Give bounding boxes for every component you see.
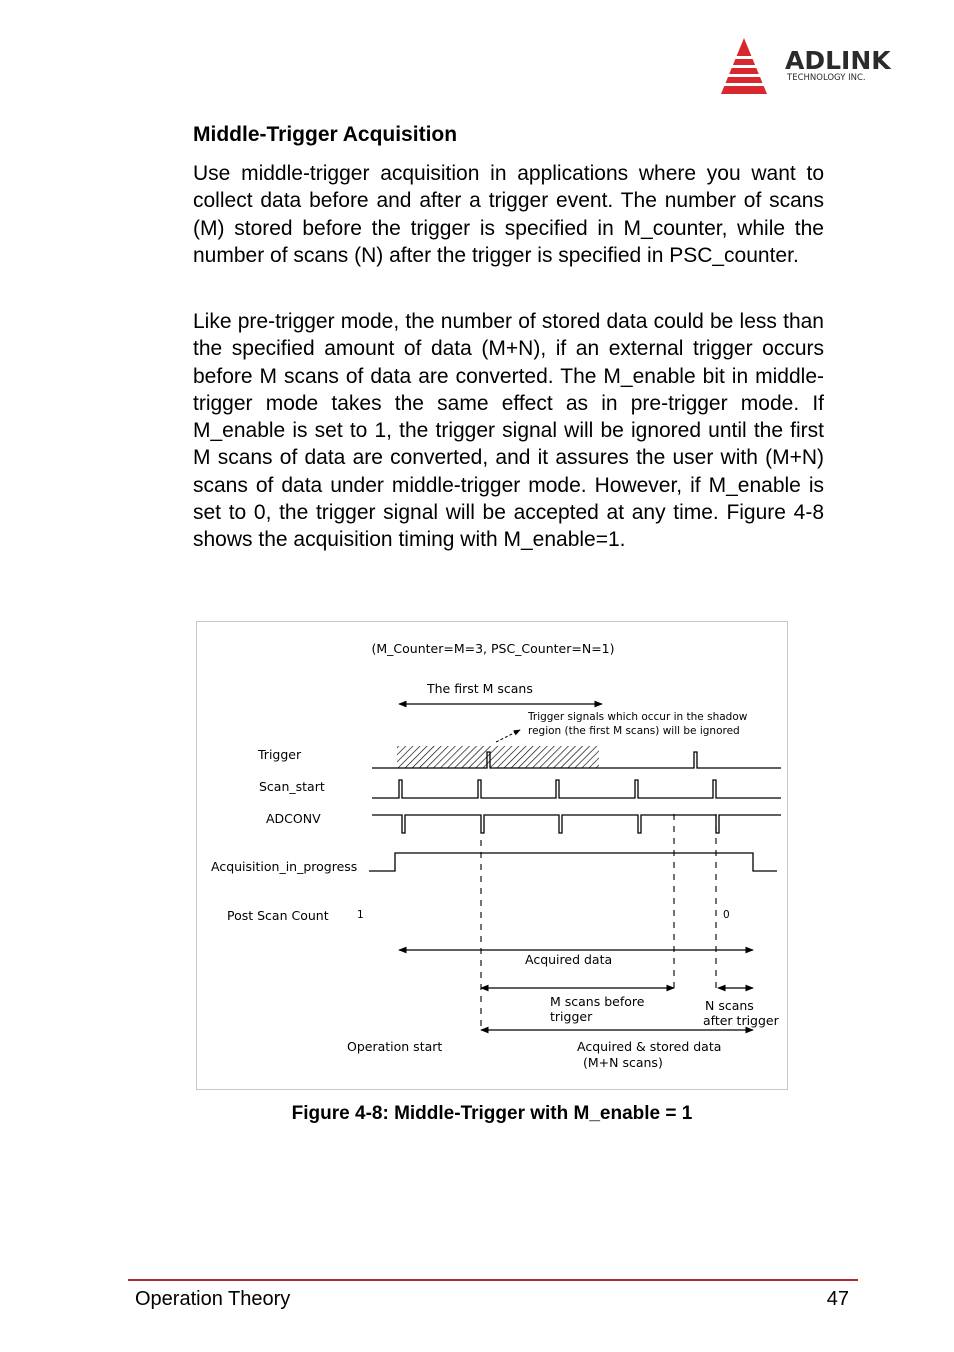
operation-start-label: Operation start bbox=[347, 1039, 443, 1054]
adlink-logo bbox=[718, 36, 914, 98]
logo-pyramid-icon bbox=[721, 38, 769, 94]
acquired-data-label: Acquired data bbox=[525, 952, 613, 967]
post-scan-count-label: Post Scan Count bbox=[227, 908, 329, 923]
page-number: 47 bbox=[826, 1288, 849, 1310]
m-scans-label-line2: trigger bbox=[550, 1009, 593, 1024]
scan-start-waveform bbox=[372, 780, 781, 798]
psc-end-value: 0 bbox=[723, 909, 730, 921]
section-heading: Middle-Trigger Acquisition bbox=[193, 123, 458, 146]
shadow-note-line2: region (the first M scans) will be ignored bbox=[528, 725, 740, 737]
m-scans-label-line1: M scans before bbox=[550, 994, 645, 1009]
logo-subtitle: TECHNOLOGY INC. bbox=[787, 73, 866, 83]
psc-start-value: 1 bbox=[357, 909, 364, 921]
n-scans-label-line1: N scans bbox=[705, 998, 754, 1013]
acquired-stored-label-line1: Acquired & stored data bbox=[577, 1039, 722, 1054]
paragraph: Like pre-trigger mode, the number of stored data could be less than the specified amount of data (M+N), if an external trigger occurs before M scans of data are converted. The M_enable bit in middle-trigger mode takes the same effect as in pre-trigger mode. If M_enable is set to 1, the trigger signal will be ignored until the first M scans of data are converted, and it assures the user with (M+N) scans of data under middle-trigger mode. However, if M_enable is set to 0, the trigger signal will be accepted at any time. Figure 4-8 shows the acquisition timing with M_enable=1. bbox=[193, 310, 824, 552]
footer-chapter: Operation Theory bbox=[135, 1288, 291, 1310]
scan-start-label: Scan_start bbox=[259, 779, 325, 794]
timing-diagram bbox=[196, 621, 788, 1090]
acquisition-in-progress-label: Acquisition_in_progress bbox=[211, 859, 358, 874]
shadow-note-line1: Trigger signals which occur in the shadow bbox=[528, 711, 748, 723]
acquired-stored-label-line2: (M+N scans) bbox=[583, 1055, 663, 1070]
footer-rule bbox=[128, 1279, 858, 1281]
diagram-title: (M_Counter=M=3, PSC_Counter=N=1) bbox=[371, 641, 615, 656]
first-m-scans-label: The first M scans bbox=[427, 681, 533, 696]
paragraph: Use middle-trigger acquisition in applications where you want to collect data before and after a trigger event. The number of scans (M) stored before the trigger is specified in M_counter, while the number of scans (N) after the trigger is specified in PSC_counter. bbox=[193, 162, 824, 267]
n-scans-label-line2: after trigger bbox=[703, 1013, 779, 1028]
figure-caption: Figure 4-8: Middle-Trigger with M_enable = 1 bbox=[291, 1103, 693, 1124]
logo-name: ADLINK bbox=[785, 46, 891, 75]
adconv-waveform bbox=[372, 815, 781, 833]
shadow-note-pointer bbox=[496, 730, 520, 742]
adconv-label: ADCONV bbox=[266, 811, 321, 826]
shadow-region bbox=[397, 746, 599, 768]
trigger-label: Trigger bbox=[258, 747, 302, 762]
